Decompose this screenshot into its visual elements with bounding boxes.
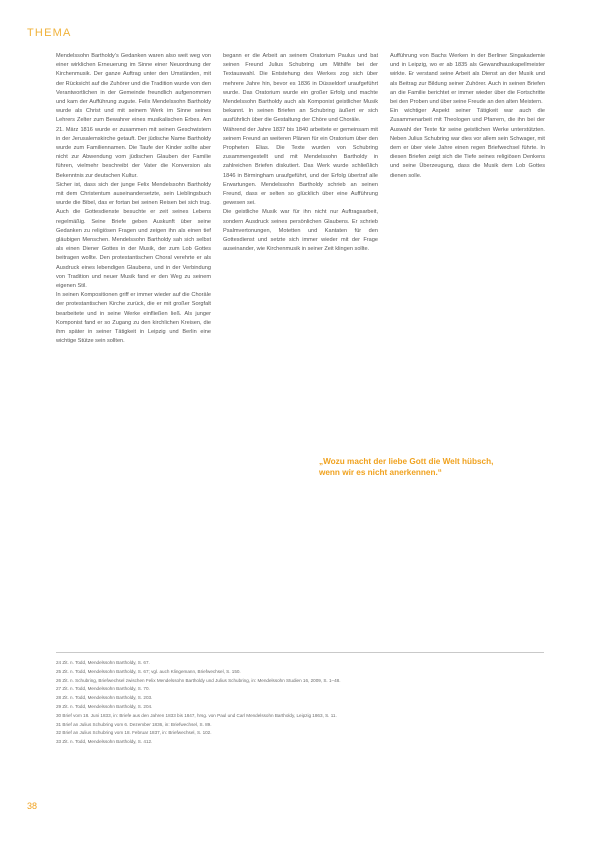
- paragraph: Die geistliche Musik war für ihn nicht nur Auftragsarbeit, sondern Ausdruck seines persönlichen Glaubens. Er schrieb Psalmvertonungen, Motetten und Kantaten für den Gottesdienst und setzte sich immer wieder mit der Frage auseinander, wie Kirchenmusik in seiner Zeit klingen sollte.: [223, 209, 378, 253]
- paragraph: Mendelssohn Bartholdy’s Gedanken waren also weit weg von einer wirklichen Erneuerung im Sinne einer Neuordnung der Kirchenmusik. Der ganze Auftrag unter den Umständen, mit der Rücksicht auf die Zuhörer und die Tradition wurde von den Verantwortlichen in der Gemeinde freundlich aufgenommen und kam der Aufführung zugute. Felix Mendelssohn Bartholdy wurde als Christ und mit seinem Werk im Sinne seines Lehrers Zelter zum Bewahrer eines musikalischen Erbes. Am 21. März 1816 wurde er zusammen mit seinen Geschwistern in der Jerusalemskirche getauft. Der jüdische Name Bartholdy wurde zum Familiennamen. Die Taufe der Kinder sollte aber nicht zur Abwendung vom jüdischen Glauben der Familie führen, vielmehr beschreibt der Vater die Konversion als Bekenntnis zur deutschen Kultur.: [56, 53, 211, 179]
- article-column-3: [390, 52, 545, 181]
- footnote: 25 Zit. n. Todd, Mendelssohn Bartholdy, S. 67; vgl. auch Klingemann, Briefwechsel, S. 150.: [56, 668, 241, 674]
- article-column-1: [56, 52, 211, 347]
- footnote: 26 Zit. n. Schubring, Briefwechsel zwischen Felix Mendelssohn Bartholdy und Julius Schubring, in: Mendelssohn Studien 16, 2009, S. 1–48.: [56, 677, 341, 683]
- paragraph: Ein wichtiger Aspekt seiner Tätigkeit war auch die Zusammenarbeit mit Theologen und Pfarrern, die ihn bei der Auswahl der Texte für seine geistlichen Werke unterstützten. Neben Julius Schubring war dies vor allem sein Schwager, mit dem er über viele Jahre einen regen Briefwechsel führte. In diesen Briefen zeigt sich die Tiefe seines religiösen Denkens und seine Überzeugung, dass die Musik dem Lob Gottes dienen solle.: [390, 108, 545, 179]
- footnote: 30 Brief vom 18. Juni 1833, in: Briefe aus den Jahren 1833 bis 1847, hrsg. von Paul und Carl Mendelssohn Bartholdy, Leipzig 1863, S. 11.: [56, 712, 337, 718]
- paragraph: In seinen Kompositionen griff er immer wieder auf die Choräle der protestantischen Kirche zurück, die er mit großer Sorgfalt bearbeitete und in seine Werke einfließen ließ. Als junger Komponist fand er so Zugang zu den kirchlichen Kreisen, die ihm später in seiner Tätigkeit in Leipzig und Berlin eine wichtige Stütze sein sollten.: [56, 292, 211, 345]
- page-number: 38: [27, 801, 38, 811]
- footnote: 28 Zit. n. Todd, Mendelssohn Bartholdy, S. 203.: [56, 695, 153, 701]
- paragraph: Sicher ist, dass sich der junge Felix Mendelssohn Bartholdy mit dem Christentum auseinandersetzte, sein Lieblingsbuch wurde die Bibel, das er fortan bei seinen Reisen bei sich trug. Auch die Gottesdienste besuchte er zeit seines Lebens regelmäßig. Seine Briefe geben Auskunft über seine Gedanken zu religiösen Fragen und zeigen ihn als einen tief gläubigen Menschen. Mendelssohn Bartholdy sah sich selbst als einen Diener Gottes in der Musik, der zum Lob Gottes beitragen wollte. Den protestantischen Choral verehrte er als Ausdruck eines lebendigen Glaubens, und in der Verbindung von Tradition und neuer Musik fand er den Weg zu seinem eigenen Stil.: [56, 181, 211, 290]
- article-column-2: [223, 52, 378, 254]
- paragraph: Aufführung von Bachs Werken in der Berliner Singakademie und in Leipzig, wo er ab 1835 als Gewandhauskapellmeister wirkte. Er verstand seine Arbeit als Dienst an der Musik und als Beitrag zur Bildung seiner Zuhörer. Auch in seinen Briefen an die Familie berichtet er immer wieder über die Fortschritte bei den Proben und über seine Freude an den alten Meistern.: [390, 53, 545, 106]
- footnote-divider: [56, 652, 544, 653]
- article-body: [56, 52, 571, 648]
- paragraph: begann er die Arbeit an seinem Oratorium Paulus und bat seinen Freund Julius Schubring um Mithilfe bei der Textauswahl. Die Entstehung des Werkes zog sich über mehrere Jahre hin, bevor es 1836 in Düsseldorf uraufgeführt wurde. Das Oratorium wurde ein großer Erfolg und machte Mendelssohn Bartholdy auch als Komponist geistlicher Musik bekannt. In seinen Briefen an Schubring äußert er sich ausführlich über die Gestaltung der Chöre und Choräle.: [223, 53, 378, 124]
- paragraph: Während der Jahre 1837 bis 1840 arbeitete er gemeinsam mit seinem Freund an weiteren Plänen für ein Oratorium über den Propheten Elias. Die Texte wurden von Schubring zusammengestellt und mit Mendelssohn Bartholdy in zahlreichen Briefen diskutiert. Das Werk wurde schließlich 1846 in Birmingham uraufgeführt, und der Erfolg übertraf alle Erwartungen. Mendelssohn Bartholdy schrieb an seinen Freund, dass er selten so glücklich über eine Aufführung gewesen sei.: [223, 126, 378, 207]
- footnote: 32 Brief an Julius Schubring vom 18. Februar 1837, in: Briefwechsel, S. 102.: [56, 730, 212, 736]
- footnotes: [56, 659, 544, 747]
- section-label: THEMA: [27, 27, 72, 39]
- pull-quote: „Wozu macht der liebe Gott die Welt hübsch, wenn wir es nicht anerkennen.“: [319, 457, 494, 477]
- footnote: 29 Zit. n. Todd, Mendelssohn Bartholdy, S. 204.: [56, 703, 153, 709]
- footnote: 24 Zit. n. Todd, Mendelssohn Bartholdy, S. 67.: [56, 660, 150, 665]
- footnote: 27 Zit. n. Todd, Mendelssohn Bartholdy, S. 70.: [56, 686, 150, 692]
- footnote: 31 Brief an Julius Schubring vom 6. Dezember 1836, in: Briefwechsel, S. 89.: [56, 721, 212, 727]
- footnote: 33 Zit. n. Todd, Mendelssohn Bartholdy, S. 412.: [56, 739, 153, 745]
